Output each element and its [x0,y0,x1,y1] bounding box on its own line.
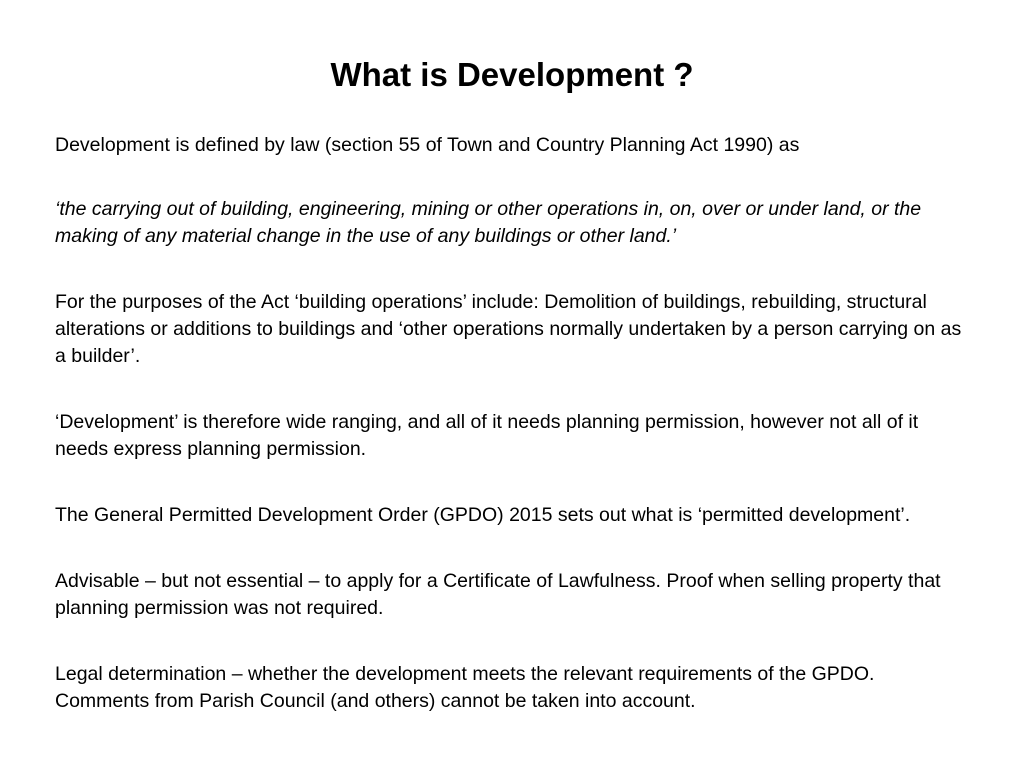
legal-determination-paragraph: Legal determination – whether the development meets the relevant requirements of the GPDO. Comments from Parish Council (and others) cannot be taken into account. [55,663,875,712]
slide-title: What is Development ? [330,56,694,93]
certificate-lawfulness-paragraph: Advisable – but not essential – to apply for a Certificate of Lawfulness. Proof when selling property that planning permission was not required. [55,570,941,619]
definition-intro-paragraph: Development is defined by law (section 55 of Town and Country Planning Act 1990) as [55,134,800,156]
legal-definition-quote: ‘the carrying out of building, engineering, mining or other operations in, on, over or under land, or the making of any material change in the use of any buildings or other land.’ [55,198,922,247]
building-operations-paragraph: For the purposes of the Act ‘building operations’ include: Demolition of buildings, rebuilding, structural alterations or additions to buildings and ‘other operations normally undertaken by a person carrying on as a builder’. [55,291,962,367]
slide-body [55,132,965,754]
development-scope-paragraph: ‘Development’ is therefore wide ranging, and all of it needs planning permission, however not all of it needs express planning permission. [55,411,919,460]
gpdo-paragraph: The General Permitted Development Order (GPDO) 2015 sets out what is ‘permitted development’. [55,504,911,526]
